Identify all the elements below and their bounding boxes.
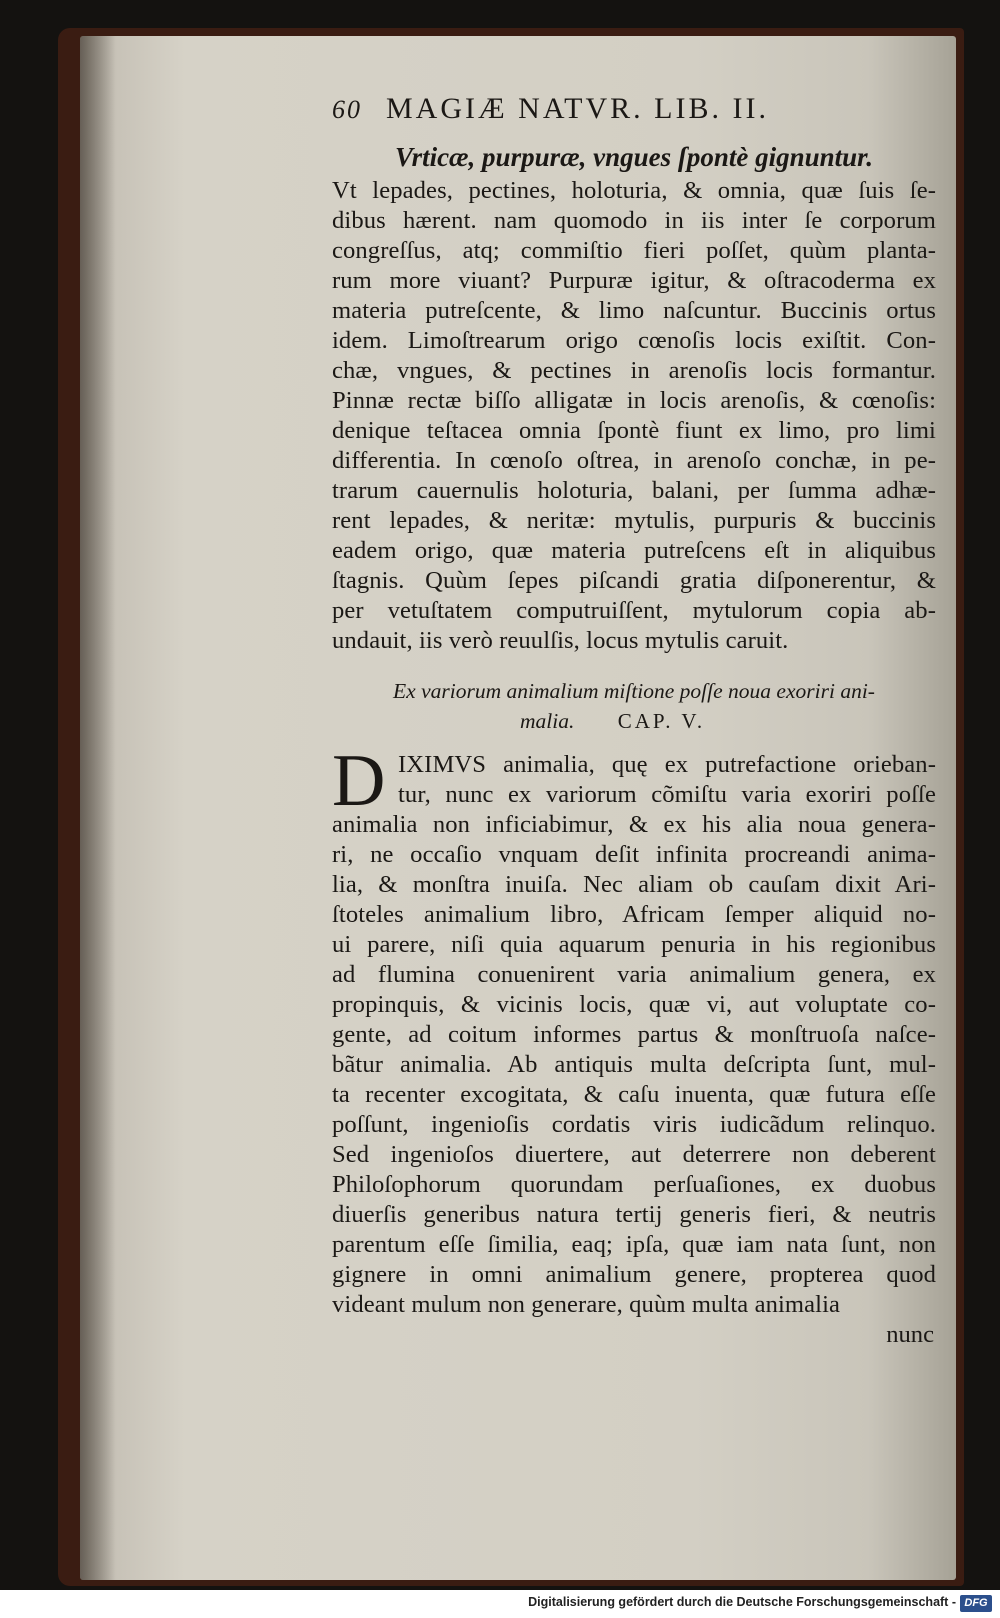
text-line: eadem origo, quæ materia putreſcens eſt in aliquibus xyxy=(332,537,936,564)
text-line: Sed ingenioſos diuertere, aut deterrere non deberent xyxy=(332,1141,936,1168)
text-line: ſtoteles animalium libro, Africam ſemper aliquid no- xyxy=(332,901,936,928)
text-line: gignere in omni animalium genere, propterea quod xyxy=(332,1261,936,1288)
gutter-shadow xyxy=(80,36,116,1580)
text-line: denique teſtacea omnia ſpontè fiunt ex limo, pro limi xyxy=(332,417,936,444)
paragraph-2 xyxy=(332,740,936,1320)
text-line: trarum cauernulis holoturia, balani, per ſumma adhæ- xyxy=(332,477,936,504)
footer xyxy=(0,1590,1000,1618)
page-number: 60 xyxy=(332,95,362,124)
text-line: chæ, vngues, & pectines in arenoſis locis formantur. xyxy=(332,357,936,384)
text-line: videant mulum non generare, quùm multa animalia xyxy=(332,1291,841,1318)
text-line: IXIMVS animalia, quę ex putrefactione orieban- xyxy=(398,751,936,778)
text-line: congreſſus, atq; commiſtio fieri poſſet, quùm planta- xyxy=(332,237,936,264)
text-line: materia putreſcente, & limo naſcuntur. Buccinis ortus xyxy=(332,297,936,324)
text-line: parentum eſſe ſimilia, eaq; ipſa, quæ iam nata ſunt, non xyxy=(332,1231,936,1258)
text-line: differentia. In cœnoſo oſtrea, in arenoſo conchæ, in pe- xyxy=(332,447,936,474)
text-line: gente, ad coitum informes partus & monſtruoſa naſce- xyxy=(332,1021,936,1048)
page-header xyxy=(332,92,936,136)
text-line: per vetuſtatem computruiſſent, mytulorum copia ab- xyxy=(332,597,936,624)
text-line: Vt lepades, pectines, holoturia, & omnia, quæ ſuis ſe- xyxy=(332,177,936,204)
text-line: poſſunt, ingenioſis cordatis viris iudicãdum relinquo. xyxy=(332,1111,936,1138)
section-heading: Vrticæ, purpuræ, vngues ſpontè gignuntur. xyxy=(395,142,873,172)
running-title: MAGIÆ NATVR. LIB. II. xyxy=(386,92,769,125)
text-line: ta recenter excogitata, & caſu inuenta, quæ futura eſſe xyxy=(332,1081,936,1108)
text-block xyxy=(332,92,936,1350)
text-line: lia, & monſtra inuiſa. Nec aliam ob cauſam dixit Ari- xyxy=(332,871,936,898)
text-line: ad flumina conuenirent varia animalium genera, ex xyxy=(332,961,936,988)
footer-credit: Digitalisierung gefördert durch die Deutsche Forschungsgemeinschaft - xyxy=(528,1595,956,1609)
text-line: idem. Limoſtrearum origo cœnoſis locis exiſtit. Con- xyxy=(332,327,936,354)
chapter-title-line-2 xyxy=(332,706,936,736)
paragraph-1 xyxy=(332,176,936,656)
catchword: nunc xyxy=(886,1321,934,1348)
dfg-logo: DFG xyxy=(960,1595,992,1612)
text-line: animalia non inficiabimur, & ex his alia noua genera- xyxy=(332,811,936,838)
chapter-title-tail: malia. xyxy=(520,709,575,733)
text-line: tur, nunc ex variorum cõmiſtu varia exoriri poſſe xyxy=(398,781,936,808)
text-line: propinquis, & vicinis locis, quæ vi, aut voluptate co- xyxy=(332,991,936,1018)
text-line: undauit, iis verò reuulſis, locus mytulis caruit. xyxy=(332,627,789,654)
chapter-label: CAP. V. xyxy=(617,709,706,733)
text-line: ri, ne occaſio vnquam deſit infinita procreandi anima- xyxy=(332,841,936,868)
text-line: dibus hærent. nam quomodo in iis inter ſe corporum xyxy=(332,207,936,234)
text-line: bãtur animalia. Ab antiquis multa deſcripta ſunt, mul- xyxy=(332,1051,936,1078)
text-line: Pinnæ rectæ biſſo alligatæ in locis arenoſis, & cœnoſis: xyxy=(332,387,936,414)
text-line: rum more viuant? Purpuræ igitur, & oſtracoderma ex xyxy=(332,267,936,294)
chapter-body xyxy=(332,740,936,1320)
text-line: ſtagnis. Quùm ſepes piſcandi gratia diſponerentur, & xyxy=(332,567,936,594)
chapter-title-line-1: Ex variorum animalium miſtione poſſe noua exoriri ani- xyxy=(393,679,875,703)
text-line: ui parere, niſi quia aquarum penuria in his regionibus xyxy=(332,931,936,958)
text-line: rent lepades, & neritæ: mytulis, purpuris & buccinis xyxy=(332,507,936,534)
text-line: Philoſophorum quorundam perſuaſiones, ex duobus xyxy=(332,1171,936,1198)
text-line: diuerſis generibus natura tertij generis fieri, & neutris xyxy=(332,1201,936,1228)
drop-cap: D xyxy=(332,740,386,822)
